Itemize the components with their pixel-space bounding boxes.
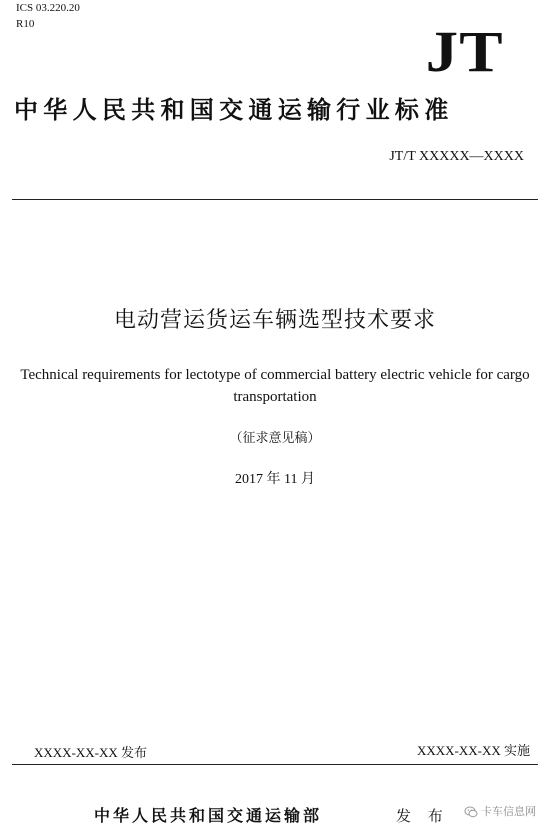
- draft-label: （征求意见稿）: [229, 431, 321, 446]
- watermark: [464, 804, 536, 820]
- issuer-name: 中华人民共和国交通运输部: [94, 806, 323, 825]
- watermark-text: 卡车信息网: [481, 805, 536, 818]
- publish-date: 2017 年 11 月: [235, 472, 315, 487]
- issue-label: 发 布: [396, 807, 449, 825]
- document-title-cn: 电动营运货运车辆选型技术要求: [113, 308, 436, 333]
- title-en-line2: transportation: [233, 389, 317, 405]
- standard-title: 中华人民共和国交通运输行业标准: [14, 96, 454, 124]
- standard-number: JT/T XXXXX—XXXX: [389, 149, 524, 164]
- wechat-icon: [464, 805, 478, 819]
- implement-date: XXXX-XX-XX 实施: [416, 743, 530, 758]
- document-title-en: [0, 364, 550, 408]
- title-en-line1: Technical requirements for lectotype of commercial battery electric vehicle for cargo: [20, 367, 530, 383]
- footer-divider: [12, 764, 538, 765]
- classification-code: R10: [16, 18, 35, 30]
- ics-code: ICS 03.220.20: [16, 2, 80, 14]
- jt-logo: JT: [425, 19, 504, 84]
- release-date: XXXX-XX-XX 发布: [34, 745, 148, 760]
- header-divider: [12, 199, 538, 200]
